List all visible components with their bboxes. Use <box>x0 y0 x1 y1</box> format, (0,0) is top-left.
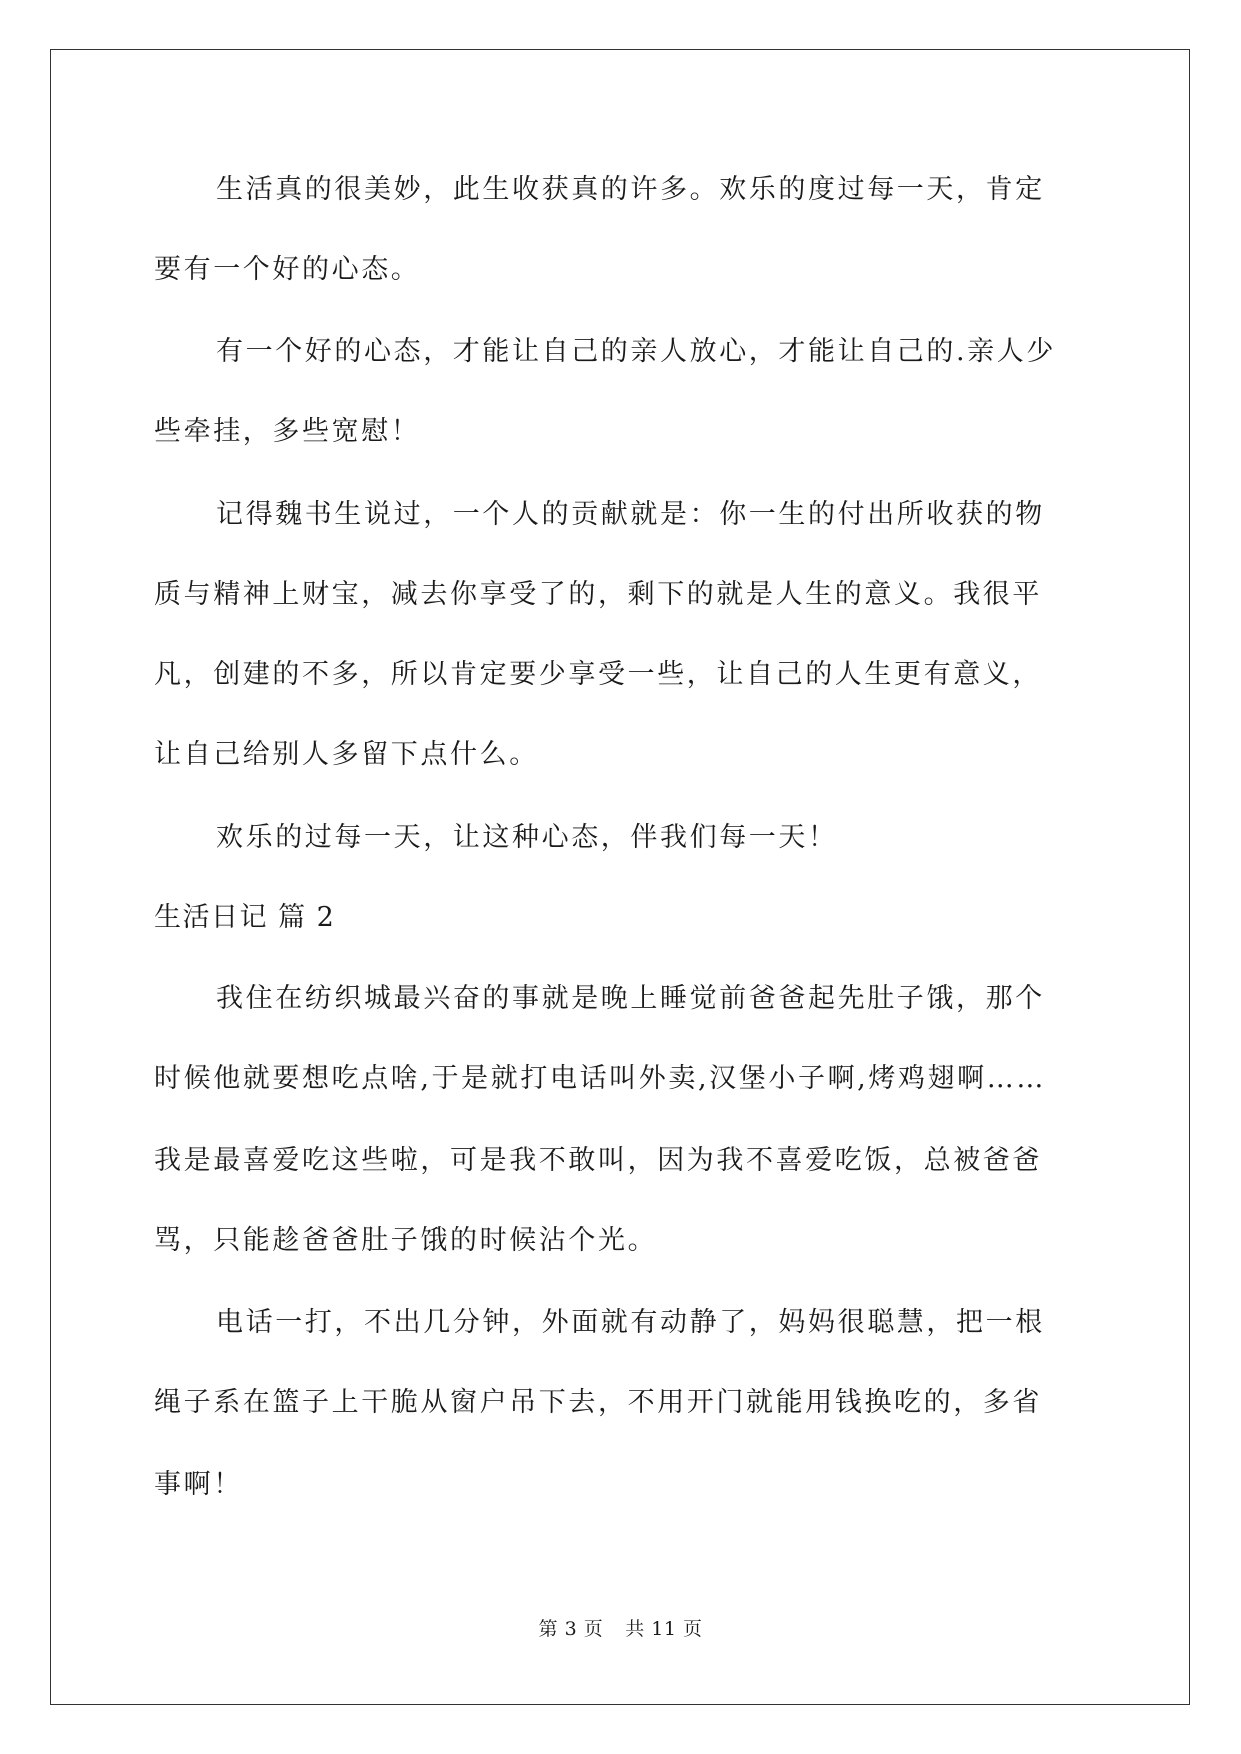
paragraph-1-line-1: 生活真的很美妙，此生收获真的许多。欢乐的度过每一天，肯定 <box>216 174 1045 205</box>
paragraph-6-line-3: 事啊！ <box>154 1469 243 1500</box>
page-border <box>50 49 1190 1705</box>
paragraph-2-line-2: 些牵挂，多些宽慰！ <box>154 416 421 447</box>
paragraph-5-line-2: 时候他就要想吃点啥,于是就打电话叫外卖,汉堡小子啊,烤鸡翅啊…… <box>154 1063 1046 1094</box>
paragraph-4-line-1: 欢乐的过每一天，让这种心态，伴我们每一天！ <box>216 822 838 853</box>
paragraph-2-line-1: 有一个好的心态，才能让自己的亲人放心，才能让自己的.亲人少 <box>216 336 1056 367</box>
paragraph-1-line-2: 要有一个好的心态。 <box>154 254 421 285</box>
section-heading: 生活日记 篇 2 <box>154 902 336 933</box>
page-footer <box>0 1617 1241 1641</box>
paragraph-5-line-3: 我是最喜爱吃这些啦，可是我不敢叫，因为我不喜爱吃饭，总被爸爸 <box>154 1145 1042 1176</box>
page-total: 共 11 页 <box>625 1618 703 1640</box>
paragraph-3-line-3: 凡，创建的不多，所以肯定要少享受一些，让自己的人生更有意义， <box>154 659 1042 690</box>
paragraph-3-line-4: 让自己给别人多留下点什么。 <box>154 739 539 770</box>
page-number: 第 3 页 <box>538 1618 604 1640</box>
paragraph-3-line-2: 质与精神上财宝，减去你享受了的，剩下的就是人生的意义。我很平 <box>154 579 1042 610</box>
paragraph-5-line-1: 我住在纺织城最兴奋的事就是晚上睡觉前爸爸起先肚子饿，那个 <box>216 983 1045 1014</box>
paragraph-6-line-1: 电话一打，不出几分钟，外面就有动静了，妈妈很聪慧，把一根 <box>216 1307 1045 1338</box>
paragraph-6-line-2: 绳子系在篮子上干脆从窗户吊下去，不用开门就能用钱换吃的，多省 <box>154 1387 1042 1418</box>
paragraph-5-line-4: 骂，只能趁爸爸肚子饿的时候沾个光。 <box>154 1225 658 1256</box>
paragraph-3-line-1: 记得魏书生说过，一个人的贡献就是：你一生的付出所收获的物 <box>216 499 1045 530</box>
